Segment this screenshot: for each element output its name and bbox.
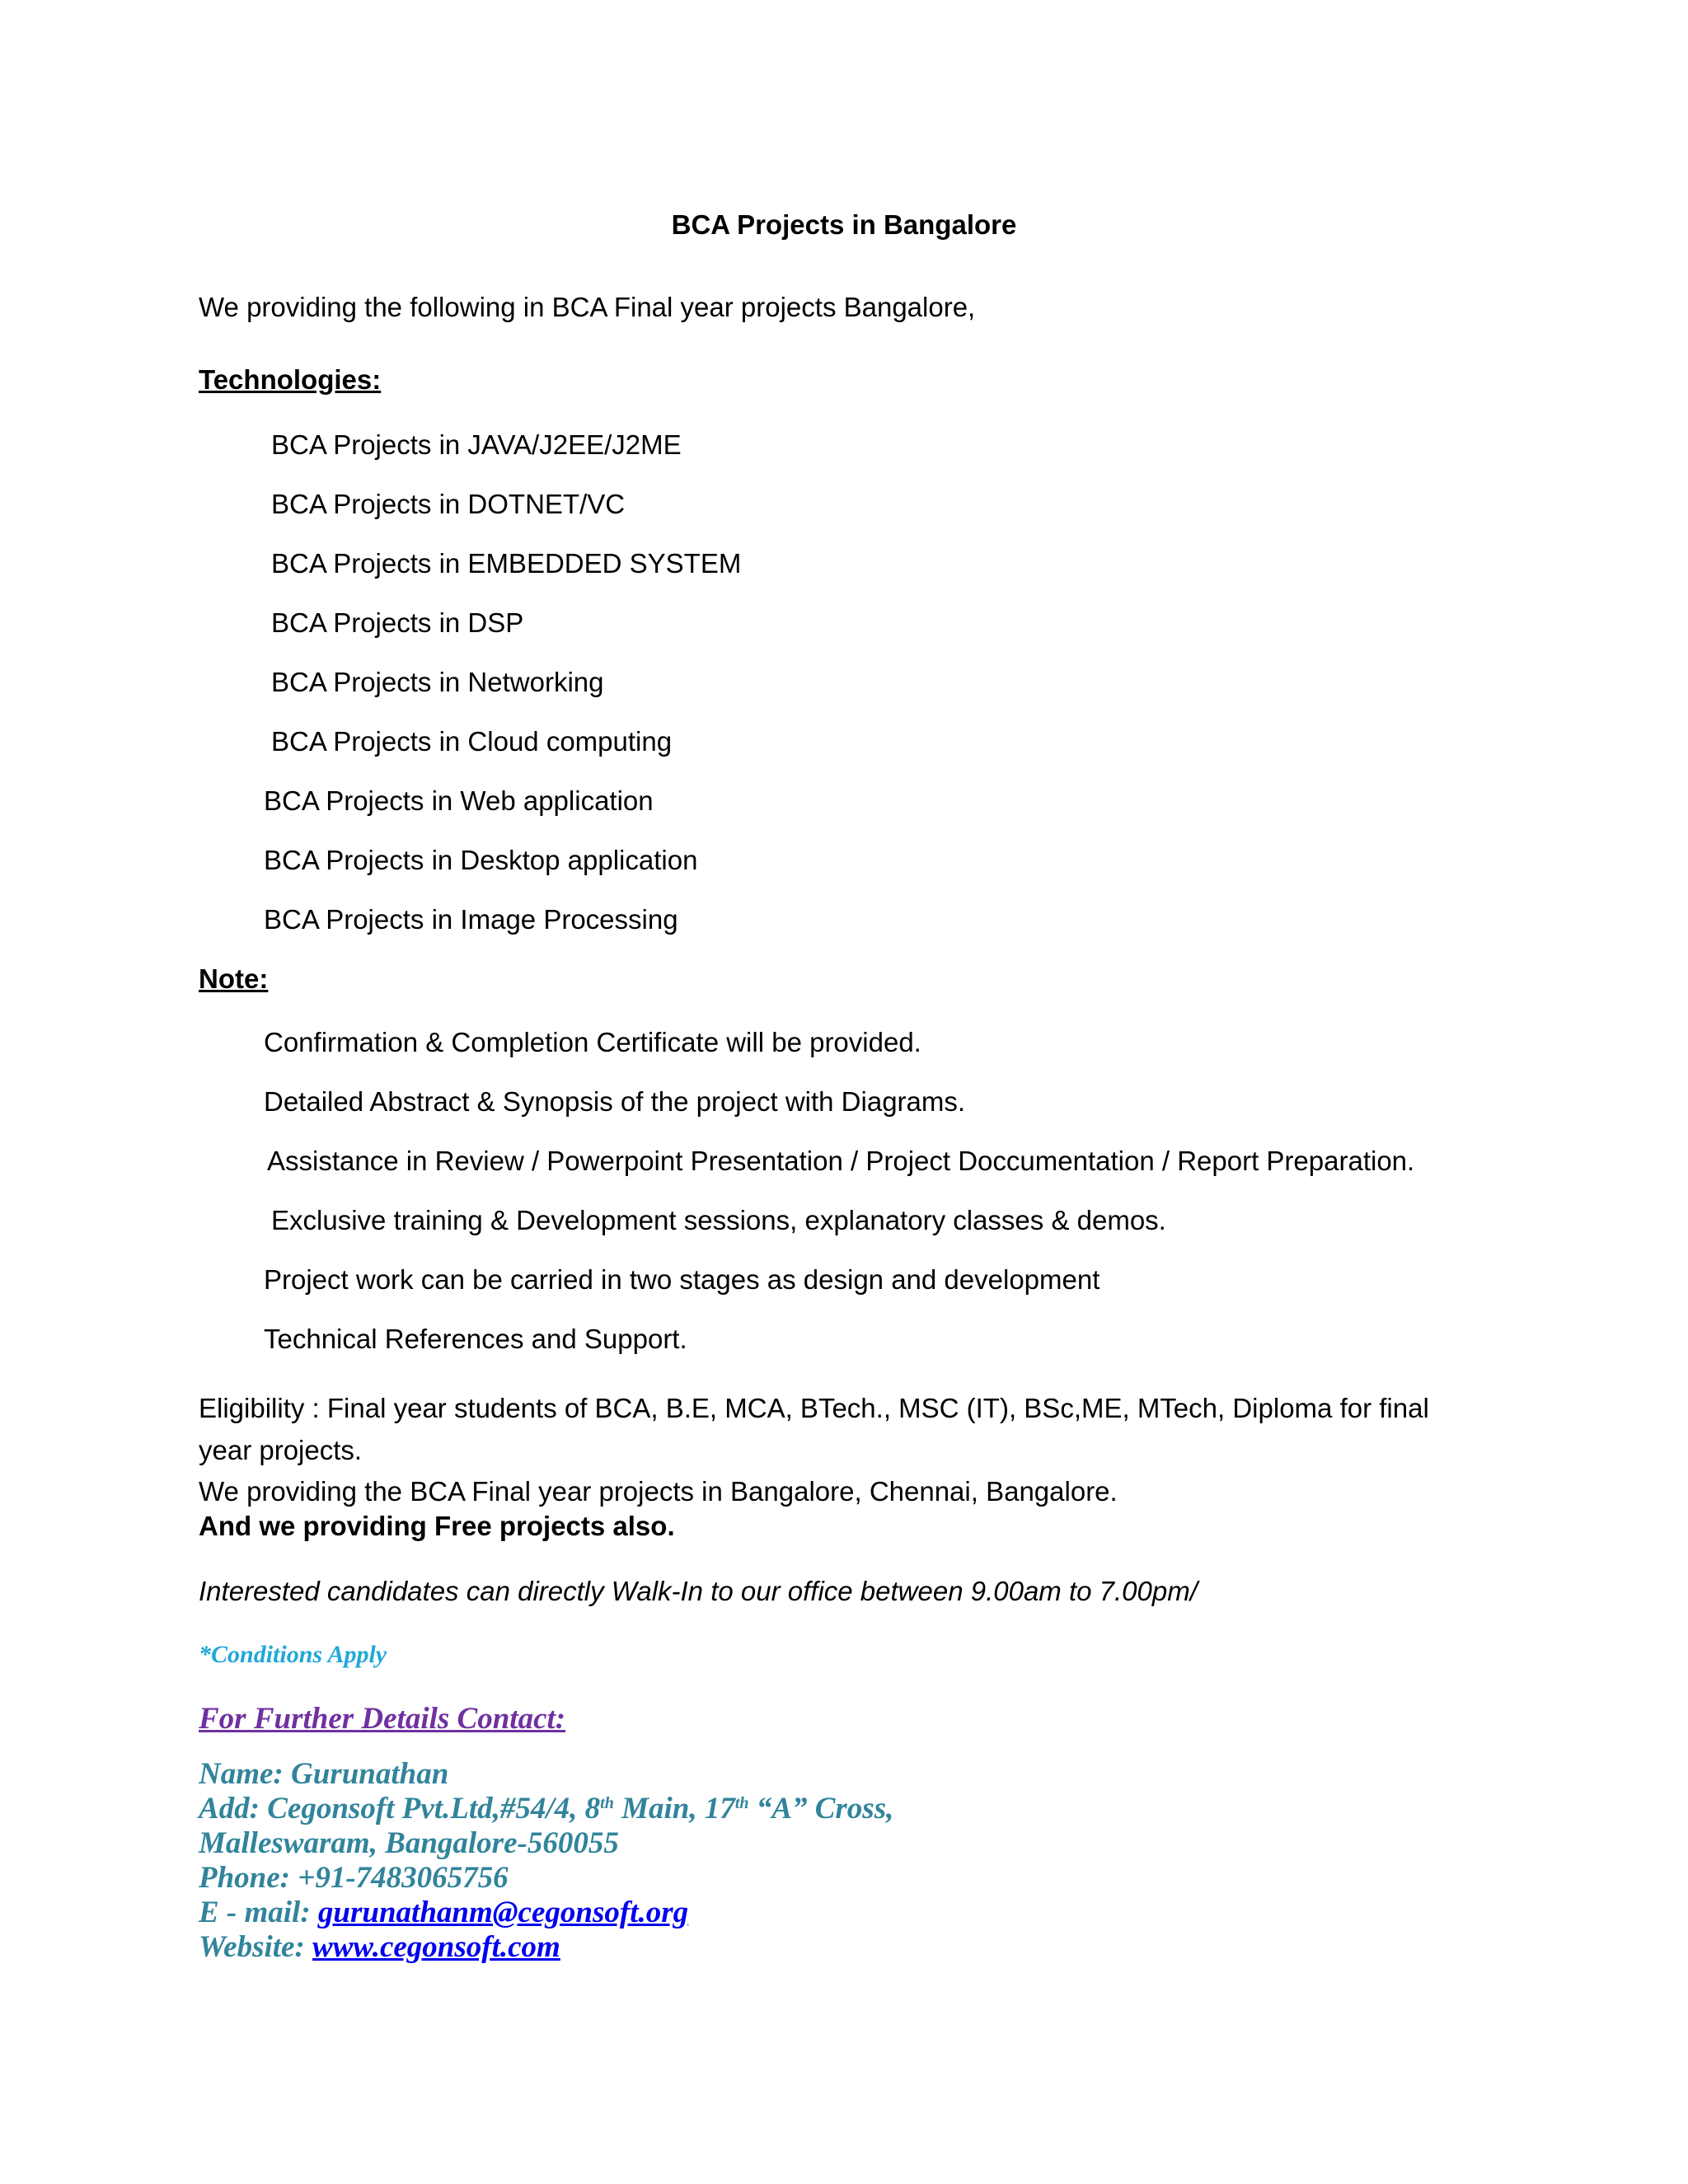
website-label: Website: bbox=[199, 1930, 313, 1964]
technology-item: BCA Projects in DOTNET/VC bbox=[271, 489, 626, 519]
address-part: Add: Cegonsoft Pvt.Ltd,#54/4, 8 bbox=[199, 1792, 601, 1825]
technology-item: BCA Projects in Networking bbox=[271, 667, 604, 697]
intro-text: We providing the following in BCA Final year projects Bangalore, bbox=[199, 292, 976, 322]
eligibility-line-2: year projects. bbox=[199, 1435, 363, 1465]
technology-item: BCA Projects in Image Processing bbox=[264, 904, 678, 935]
free-projects-text: And we providing Free projects also. bbox=[199, 1511, 675, 1541]
address-part: “A” Cross, bbox=[748, 1792, 894, 1825]
contact-phone: Phone: +91-7483065756 bbox=[199, 1861, 509, 1895]
website-link[interactable]: www.cegonsoft.com bbox=[312, 1930, 560, 1964]
contact-website-row bbox=[199, 1932, 560, 1962]
contact-address-line-2: Malleswaram, Bangalore-560055 bbox=[199, 1826, 619, 1860]
further-details-heading: For Further Details Contact: bbox=[199, 1702, 566, 1736]
note-item: Detailed Abstract & Synopsis of the project with Diagrams. bbox=[264, 1086, 966, 1117]
email-link[interactable]: gurunathanm@cegonsoft.org bbox=[317, 1896, 689, 1929]
contact-name: Name: Gurunathan bbox=[199, 1757, 449, 1791]
note-item: Assistance in Review / Powerpoint Presentation / Project Doccumentation / Report Preparation. bbox=[267, 1146, 1415, 1176]
note-item: Confirmation & Completion Certificate will be provided. bbox=[264, 1027, 921, 1057]
technology-item: BCA Projects in EMBEDDED SYSTEM bbox=[271, 548, 742, 579]
technology-item: BCA Projects in Cloud computing bbox=[271, 726, 673, 757]
note-item: Project work can be carried in two stages as design and development bbox=[264, 1264, 1100, 1295]
technologies-heading: Technologies: bbox=[199, 364, 382, 395]
email-label: E - mail: bbox=[199, 1896, 318, 1929]
eligibility-line-1: Eligibility : Final year students of BCA, B.E, MCA, BTech., MSC (IT), BSc,ME, MTech, Diploma for final bbox=[199, 1393, 1429, 1423]
technology-item: BCA Projects in Web application bbox=[264, 785, 654, 816]
contact-email-row bbox=[199, 1897, 688, 1928]
note-heading: Note: bbox=[199, 963, 269, 994]
contact-address-line-1 bbox=[199, 1793, 893, 1824]
technology-item: BCA Projects in DSP bbox=[271, 607, 524, 638]
note-item: Exclusive training & Development sessions, explanatory classes & demos. bbox=[271, 1205, 1166, 1235]
technology-item: BCA Projects in JAVA/J2EE/J2ME bbox=[271, 429, 682, 460]
page-title: BCA Projects in Bangalore bbox=[671, 209, 1017, 240]
note-item: Technical References and Support. bbox=[264, 1324, 687, 1354]
technology-item: BCA Projects in Desktop application bbox=[264, 845, 698, 875]
ordinal-suffix: th bbox=[734, 1794, 749, 1812]
address-part: Main, 17 bbox=[613, 1792, 735, 1825]
ordinal-suffix: th bbox=[600, 1794, 614, 1812]
locations-text: We providing the BCA Final year projects in Bangalore, Chennai, Bangalore. bbox=[199, 1476, 1118, 1507]
conditions-apply: *Conditions Apply bbox=[199, 1641, 387, 1668]
walk-in-text: Interested candidates can directly Walk-In to our office between 9.00am to 7.00pm/ bbox=[199, 1576, 1198, 1606]
